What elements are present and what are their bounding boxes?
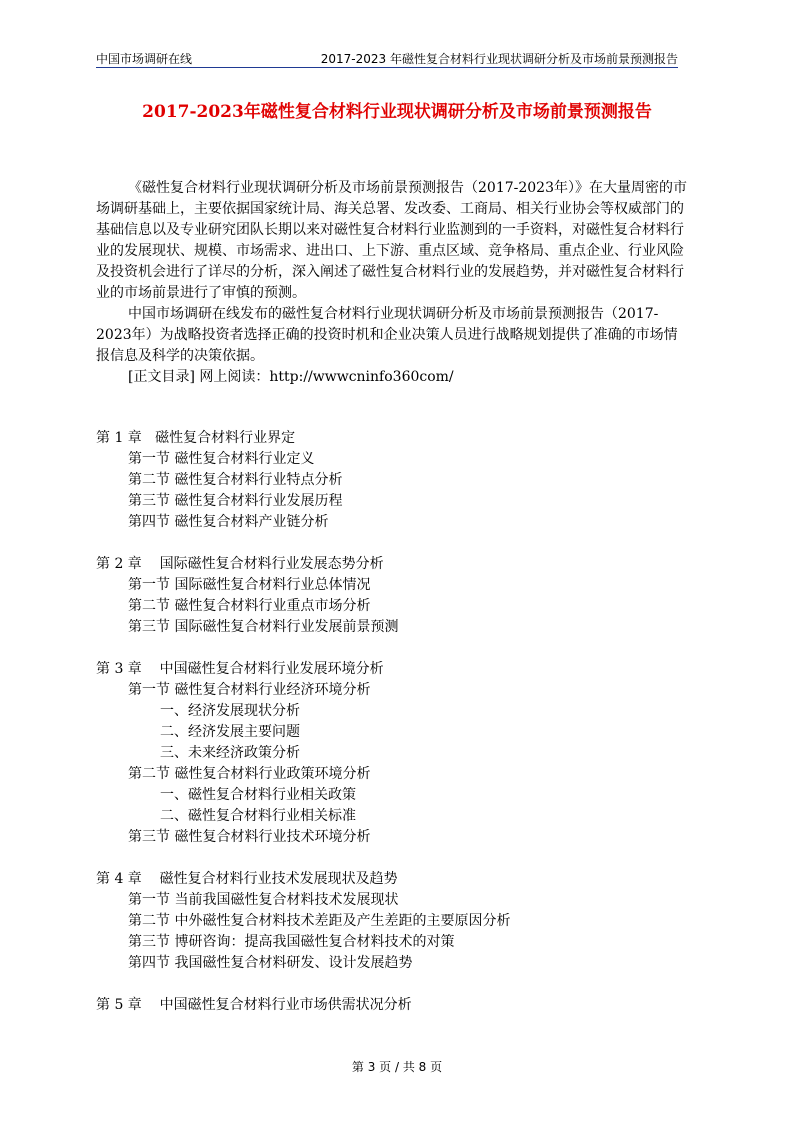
toc-chapter-title: 第 5 章 中国磁性复合材料行业市场供需状况分析 [96,997,412,1013]
toc-section: 第二节 磁性复合材料行业重点市场分析 [128,598,371,614]
toc-chapter-title: 第 1 章 磁性复合材料行业界定 [96,430,296,446]
intro-section [96,178,688,388]
page-header [96,50,678,68]
toc-section: 第一节 磁性复合材料行业经济环境分析 [128,682,371,698]
intro-paragraph-1: 《磁性复合材料行业现状调研分析及市场前景预测报告（2017-2023年）》在大量周密的市场调研基础上，主要依据国家统计局、海关总署、发改委、工商局、相关行业协会等权威部门的基础信息以及专业研究团队长期以来对磁性复合材料行业监测到的一手资料，对磁性复合材料行业的发展现状、规模、市场需求、进出口、上下游、重点区域、竞争格局、重点企业、行业风险及投资机会进行了详尽的分析，深入阐述了磁性复合材料行业的发展趋势，并对磁性复合材料行业的市场前景进行了审慎的预测。 [96,180,687,301]
toc-section: 第四节 磁性复合材料产业链分析 [128,514,329,530]
toc-chapter-title: 第 3 章 中国磁性复合材料行业发展环境分析 [96,661,384,677]
toc-chapter [96,995,696,1016]
toc-section: 第三节 磁性复合材料行业发展历程 [128,493,343,509]
toc-chapter [96,659,696,848]
document-title: 2017-2023年磁性复合材料行业现状调研分析及市场前景预测报告 [142,102,652,122]
toc-section: 第三节 博研咨询：提高我国磁性复合材料技术的对策 [128,934,455,950]
toc-chapter [96,428,696,533]
toc-subsection: 一、磁性复合材料行业相关政策 [160,787,356,803]
toc-chapter-title: 第 4 章 磁性复合材料行业技术发展现状及趋势 [96,871,398,887]
toc-subsection: 三、未来经济政策分析 [160,745,300,761]
header-site-name: 中国市场调研在线 [96,52,193,66]
toc-section: 第一节 国际磁性复合材料行业总体情况 [128,577,371,593]
toc-subsection: 二、磁性复合材料行业相关标准 [160,808,356,824]
toc-chapter [96,554,696,638]
table-of-contents [96,428,696,1037]
page-number: 第 3 页 / 共 8 页 [351,1060,443,1074]
intro-paragraph-2: 中国市场调研在线发布的磁性复合材料行业现状调研分析及市场前景预测报告（2017-2023年）为战略投资者选择正确的投资时机和企业决策人员进行战略规划提供了准确的市场情报信息及科学的决策依据。 [96,306,678,364]
toc-subsection: 一、经济发展现状分析 [160,703,300,719]
toc-section: 第一节 当前我国磁性复合材料技术发展现状 [128,892,399,908]
toc-chapter [96,869,696,974]
toc-section: 第二节 磁性复合材料行业政策环境分析 [128,766,371,782]
header-report-name: 2017-2023 年磁性复合材料行业现状调研分析及市场前景预测报告 [320,52,678,66]
toc-subsection: 二、经济发展主要问题 [160,724,300,740]
toc-section: 第二节 磁性复合材料行业特点分析 [128,472,343,488]
toc-section: 第三节 磁性复合材料行业技术环境分析 [128,829,371,845]
toc-section: 第一节 磁性复合材料行业定义 [128,451,315,467]
toc-section: 第四节 我国磁性复合材料研发、设计发展趋势 [128,955,413,971]
toc-section: 第三节 国际磁性复合材料行业发展前景预测 [128,619,399,635]
toc-section: 第二节 中外磁性复合材料技术差距及产生差距的主要原因分析 [128,913,511,929]
toc-chapter-title: 第 2 章 国际磁性复合材料行业发展态势分析 [96,556,384,572]
toc-online-link[interactable]: [正文目录] 网上阅读：http://wwwcninfo360com/ [128,369,454,385]
